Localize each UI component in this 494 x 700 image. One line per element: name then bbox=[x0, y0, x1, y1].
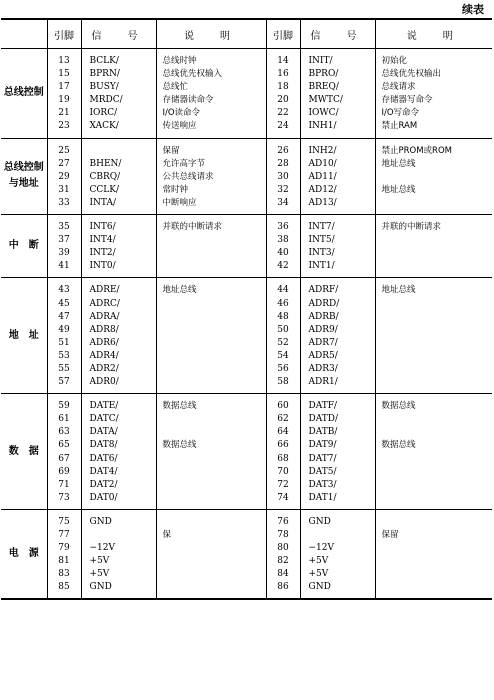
signal-right: ADR9/ bbox=[308, 324, 338, 335]
description-left bbox=[157, 568, 266, 581]
signal-left: DAT2/ bbox=[89, 479, 118, 490]
signal-right bbox=[301, 529, 375, 542]
pin-number-left: 31 bbox=[58, 184, 70, 195]
signal-right: DATD/ bbox=[308, 414, 338, 425]
group-row bbox=[1, 138, 492, 214]
description-left bbox=[157, 376, 266, 389]
signal-left: DAT0/ bbox=[89, 492, 118, 503]
pin-number-left: 45 bbox=[58, 298, 70, 309]
pin-number-left: 59 bbox=[58, 401, 70, 412]
pin-number-right: 68 bbox=[277, 453, 289, 464]
description-left-column bbox=[156, 215, 266, 278]
pin-number-left: 47 bbox=[58, 311, 70, 322]
group-label-line: 总线控制 bbox=[3, 87, 44, 99]
pin-number-left-column bbox=[47, 138, 81, 214]
group-label bbox=[1, 49, 47, 139]
description-right bbox=[376, 260, 493, 273]
pin-number-left: 51 bbox=[58, 337, 70, 348]
pin-number-left: 55 bbox=[58, 363, 70, 374]
pin-number-right: 46 bbox=[277, 298, 289, 309]
group-row bbox=[1, 509, 492, 599]
description-left bbox=[157, 581, 266, 594]
signal-left: INT0/ bbox=[89, 261, 116, 272]
description-right bbox=[376, 568, 493, 581]
description-right: 地址总线 bbox=[381, 285, 416, 296]
pin-number-right: 50 bbox=[277, 324, 289, 335]
pin-number-left: 49 bbox=[58, 324, 70, 335]
signal-left: DAT8/ bbox=[89, 440, 118, 451]
pin-number-right: 56 bbox=[277, 363, 289, 374]
description-right bbox=[376, 337, 493, 350]
pin-number-right: 26 bbox=[277, 145, 289, 156]
pin-number-right: 62 bbox=[277, 414, 289, 425]
pin-number-right: 76 bbox=[277, 516, 289, 527]
signal-left: CBRQ/ bbox=[89, 171, 121, 182]
signal-left: DAT4/ bbox=[89, 466, 118, 477]
pin-number-right: 52 bbox=[277, 337, 289, 348]
pin-number-left: 19 bbox=[58, 95, 70, 106]
pin-number-right: 30 bbox=[277, 171, 289, 182]
pin-number-left: 85 bbox=[58, 582, 70, 593]
signal-right-column bbox=[300, 509, 375, 599]
pin-number-right: 20 bbox=[277, 95, 289, 106]
group-label bbox=[1, 278, 47, 394]
group-label bbox=[1, 138, 47, 214]
description-right bbox=[376, 171, 493, 184]
description-left bbox=[157, 324, 266, 337]
signal-left: INT6/ bbox=[89, 222, 116, 233]
pin-number-right: 38 bbox=[277, 235, 289, 246]
pin-number-right: 84 bbox=[277, 569, 289, 580]
group-label bbox=[1, 215, 47, 278]
signal-left: −12V bbox=[89, 543, 115, 554]
description-right: 地址总线 bbox=[381, 184, 416, 195]
pin-number-right: 36 bbox=[277, 222, 289, 233]
pin-number-left-column bbox=[47, 49, 81, 139]
signal-left: ADRE/ bbox=[89, 285, 120, 296]
signal-left: ADR4/ bbox=[89, 350, 119, 361]
description-right bbox=[376, 555, 493, 568]
signal-left: +5V bbox=[89, 556, 110, 567]
description-left: 总线优先权输入 bbox=[162, 69, 223, 80]
pin-number-right: 58 bbox=[277, 377, 289, 388]
description-left bbox=[157, 542, 266, 555]
description-left bbox=[157, 298, 266, 311]
pin-number-right: 14 bbox=[277, 56, 289, 66]
pin-number-right: 66 bbox=[277, 440, 289, 451]
description-left bbox=[157, 492, 266, 505]
signal-right: INIT/ bbox=[308, 56, 333, 66]
pin-number-right: 28 bbox=[277, 158, 289, 169]
description-left bbox=[157, 466, 266, 479]
pin-number-right: 16 bbox=[277, 69, 289, 80]
description-left: 总线时钟 bbox=[162, 56, 197, 66]
description-right bbox=[376, 466, 493, 479]
pin-number-right: 72 bbox=[277, 479, 289, 490]
signal-left bbox=[82, 529, 156, 542]
signal-left: DATA/ bbox=[89, 427, 118, 438]
pin-number-left: 33 bbox=[58, 197, 70, 208]
description-left: 保 bbox=[162, 530, 172, 540]
pin-number-left: 25 bbox=[58, 145, 70, 156]
group-row bbox=[1, 394, 492, 510]
pin-number-right: 54 bbox=[277, 350, 289, 361]
description-right: 禁止PROM或ROM bbox=[381, 145, 452, 156]
signal-left: ADR2/ bbox=[89, 363, 119, 374]
pin-number-right: 40 bbox=[277, 248, 289, 259]
signal-right: −12V bbox=[308, 543, 334, 554]
signal-left: ADR8/ bbox=[89, 324, 119, 335]
signal-left: BUSY/ bbox=[89, 82, 119, 93]
description-right: 数据总线 bbox=[381, 440, 416, 451]
description-right bbox=[376, 479, 493, 492]
description-left bbox=[157, 350, 266, 363]
pin-number-right: 18 bbox=[277, 82, 289, 93]
pin-number-right: 70 bbox=[277, 466, 289, 477]
pin-number-right: 22 bbox=[277, 108, 289, 119]
description-left bbox=[157, 453, 266, 466]
description-right bbox=[376, 247, 493, 260]
description-left: 公共总线请求 bbox=[162, 171, 214, 182]
signal-right-column bbox=[300, 278, 375, 394]
description-left: 中断响应 bbox=[162, 197, 197, 208]
pin-number-left: 27 bbox=[58, 158, 70, 169]
signal-right: AD11/ bbox=[308, 171, 337, 182]
pin-number-right: 78 bbox=[277, 530, 289, 540]
pin-number-right: 24 bbox=[277, 121, 289, 132]
description-left-column bbox=[156, 138, 266, 214]
signal-right: AD13/ bbox=[308, 197, 337, 208]
pin-number-left: 79 bbox=[58, 543, 70, 554]
pin-number-left: 73 bbox=[58, 492, 70, 503]
pin-number-right-column bbox=[266, 278, 300, 394]
signal-right: AD10/ bbox=[308, 158, 337, 169]
signal-right: ADR7/ bbox=[308, 337, 338, 348]
pin-number-right: 32 bbox=[277, 184, 289, 195]
pin-number-left: 81 bbox=[58, 556, 70, 567]
signal-right: ADR3/ bbox=[308, 363, 338, 374]
description-left: 常时钟 bbox=[162, 184, 189, 195]
group-label-line: 总线控制 bbox=[3, 162, 44, 174]
pin-number-left: 13 bbox=[58, 56, 70, 66]
signal-right: AD12/ bbox=[308, 184, 337, 195]
description-right bbox=[376, 350, 493, 363]
signal-left-column bbox=[81, 138, 156, 214]
pin-number-left-column bbox=[47, 278, 81, 394]
signal-right: DAT9/ bbox=[308, 440, 337, 451]
description-left: 总线忙 bbox=[162, 82, 189, 93]
signal-left: BCLK/ bbox=[89, 56, 119, 66]
pin-number-right: 60 bbox=[277, 401, 289, 412]
description-right: 保留 bbox=[381, 530, 399, 540]
description-right-column bbox=[375, 49, 492, 139]
signal-right: ADRB/ bbox=[308, 311, 339, 322]
pin-number-right: 86 bbox=[277, 582, 289, 593]
pin-number-left: 37 bbox=[58, 235, 70, 246]
description-right-column bbox=[375, 215, 492, 278]
header-pin-left: 引脚 bbox=[47, 19, 81, 49]
signal-right: MWTC/ bbox=[308, 95, 343, 106]
signal-right-column bbox=[300, 394, 375, 510]
description-right bbox=[376, 376, 493, 389]
signal-right-column bbox=[300, 215, 375, 278]
signal-right: INT5/ bbox=[308, 235, 335, 246]
pin-number-left-column bbox=[47, 394, 81, 510]
pin-number-right: 74 bbox=[277, 492, 289, 503]
pin-number-left: 65 bbox=[58, 440, 70, 451]
pin-number-left: 29 bbox=[58, 171, 70, 182]
description-right: 总线优先权输出 bbox=[381, 69, 442, 80]
description-left bbox=[157, 555, 266, 568]
group-label-line: 中 断 bbox=[8, 240, 39, 252]
description-right: 地址总线 bbox=[381, 158, 416, 169]
group-row bbox=[1, 215, 492, 278]
description-right bbox=[376, 363, 493, 376]
signal-right: ADRD/ bbox=[308, 298, 340, 309]
description-left: I/O读命令 bbox=[162, 108, 201, 119]
description-left bbox=[157, 413, 266, 426]
signal-right: DATB/ bbox=[308, 427, 338, 438]
pin-number-left: 67 bbox=[58, 453, 70, 464]
pin-number-right-column bbox=[266, 215, 300, 278]
signal-left: GND bbox=[89, 516, 112, 527]
description-left: 存储器读命令 bbox=[162, 95, 214, 106]
signal-left: XACK/ bbox=[89, 121, 119, 132]
description-left bbox=[157, 479, 266, 492]
signal-right: BPRO/ bbox=[308, 69, 339, 80]
signal-right: DAT1/ bbox=[308, 492, 337, 503]
description-right: I/O写命令 bbox=[381, 108, 420, 119]
description-left bbox=[157, 311, 266, 324]
description-right: 并联的中断请求 bbox=[381, 222, 442, 233]
description-right bbox=[376, 234, 493, 247]
description-left-column bbox=[156, 278, 266, 394]
pin-number-right: 64 bbox=[277, 427, 289, 438]
description-right: 总线请求 bbox=[381, 82, 416, 93]
description-right: 初始化 bbox=[381, 56, 408, 66]
description-left: 传送响应 bbox=[162, 121, 197, 132]
description-left: 允许高字节 bbox=[162, 158, 206, 169]
pin-number-right: 42 bbox=[277, 261, 289, 272]
header-signal-left: 信 号 bbox=[81, 19, 156, 49]
signal-left: BHEN/ bbox=[89, 158, 122, 169]
description-left: 数据总线 bbox=[162, 440, 197, 451]
pin-number-right: 34 bbox=[277, 197, 289, 208]
pin-number-left: 21 bbox=[58, 108, 70, 119]
description-right bbox=[376, 298, 493, 311]
pin-number-left: 35 bbox=[58, 222, 70, 233]
signal-left-column bbox=[81, 278, 156, 394]
pin-number-right: 80 bbox=[277, 543, 289, 554]
description-left bbox=[157, 363, 266, 376]
signal-right: DAT7/ bbox=[308, 453, 337, 464]
pin-number-left: 57 bbox=[58, 377, 70, 388]
signal-left: CCLK/ bbox=[89, 184, 120, 195]
signal-right: ADR5/ bbox=[308, 350, 338, 361]
description-left: 数据总线 bbox=[162, 401, 197, 412]
pin-number-left: 53 bbox=[58, 350, 70, 361]
pin-number-left: 15 bbox=[58, 69, 70, 80]
description-right bbox=[376, 516, 493, 529]
signal-right: BREQ/ bbox=[308, 82, 339, 93]
pin-number-right-column bbox=[266, 138, 300, 214]
group-label bbox=[1, 394, 47, 510]
description-left: 保留 bbox=[162, 145, 180, 156]
signal-left: ADR6/ bbox=[89, 337, 119, 348]
pin-number-left: 23 bbox=[58, 121, 70, 132]
pin-number-right: 82 bbox=[277, 556, 289, 567]
header-pin-right: 引脚 bbox=[266, 19, 300, 49]
pin-number-left: 75 bbox=[58, 516, 70, 527]
signal-left: +5V bbox=[89, 569, 110, 580]
signal-left: ADRC/ bbox=[89, 298, 120, 309]
pin-number-right-column bbox=[266, 49, 300, 139]
signal-left-column bbox=[81, 394, 156, 510]
signal-right: DAT5/ bbox=[308, 466, 337, 477]
pin-number-left: 39 bbox=[58, 248, 70, 259]
pin-number-right-column bbox=[266, 509, 300, 599]
pin-number-left: 83 bbox=[58, 569, 70, 580]
description-right bbox=[376, 197, 493, 210]
signal-right: +5V bbox=[308, 569, 329, 580]
header-desc-left: 说 明 bbox=[156, 19, 266, 49]
pin-number-left: 17 bbox=[58, 82, 70, 93]
signal-left: DAT6/ bbox=[89, 453, 118, 464]
group-label-line: 电 源 bbox=[8, 548, 39, 560]
signal-left: DATC/ bbox=[89, 414, 119, 425]
group-label-line: 与地址 bbox=[8, 178, 39, 190]
pin-number-left: 43 bbox=[58, 285, 70, 296]
group-label-line: 地 址 bbox=[8, 329, 39, 341]
description-left: 地址总线 bbox=[162, 285, 197, 296]
pin-number-left: 41 bbox=[58, 261, 70, 272]
signal-left: INTA/ bbox=[89, 197, 116, 208]
description-left bbox=[157, 516, 266, 529]
description-right bbox=[376, 311, 493, 324]
description-right bbox=[376, 453, 493, 466]
pin-number-left-column bbox=[47, 509, 81, 599]
signal-left: GND bbox=[89, 582, 112, 593]
signal-right: INT7/ bbox=[308, 222, 335, 233]
description-left: 并联的中断请求 bbox=[162, 222, 223, 233]
pin-number-left: 61 bbox=[58, 414, 70, 425]
description-right-column bbox=[375, 394, 492, 510]
description-right-column bbox=[375, 138, 492, 214]
description-right: 数据总线 bbox=[381, 401, 416, 412]
pin-number-right-column bbox=[266, 394, 300, 510]
pin-number-left: 69 bbox=[58, 466, 70, 477]
description-right bbox=[376, 542, 493, 555]
description-right bbox=[376, 324, 493, 337]
signal-right: INH2/ bbox=[308, 145, 337, 156]
signal-right: DAT3/ bbox=[308, 479, 337, 490]
pin-number-left: 71 bbox=[58, 479, 70, 490]
signal-left: ADRA/ bbox=[89, 311, 120, 322]
continued-table-title: 续表 bbox=[462, 3, 484, 16]
pin-number-left-column bbox=[47, 215, 81, 278]
pin-number-left: 77 bbox=[58, 530, 70, 540]
description-left-column bbox=[156, 394, 266, 510]
description-right: 存储器写命令 bbox=[381, 95, 433, 106]
header-signal-right: 信 号 bbox=[300, 19, 375, 49]
signal-right: INT3/ bbox=[308, 248, 335, 259]
pin-table bbox=[1, 18, 492, 600]
description-right bbox=[376, 426, 493, 439]
description-right-column bbox=[375, 278, 492, 394]
signal-left: INT4/ bbox=[89, 235, 116, 246]
description-right bbox=[376, 581, 493, 594]
header-desc-right: 说 明 bbox=[375, 19, 492, 49]
description-left bbox=[157, 260, 266, 273]
signal-left bbox=[82, 145, 156, 158]
table-header-row bbox=[1, 19, 492, 49]
signal-left-column bbox=[81, 509, 156, 599]
signal-right: DATF/ bbox=[308, 401, 338, 412]
signal-right: ADR1/ bbox=[308, 377, 338, 388]
description-left bbox=[157, 247, 266, 260]
group-row bbox=[1, 278, 492, 394]
signal-left: IORC/ bbox=[89, 108, 118, 119]
signal-right: GND bbox=[308, 582, 331, 593]
group-label bbox=[1, 509, 47, 599]
signal-left: ADR0/ bbox=[89, 377, 119, 388]
signal-left: INT2/ bbox=[89, 248, 116, 259]
signal-right: INH1/ bbox=[308, 121, 337, 132]
header-group bbox=[1, 19, 47, 49]
pin-number-right: 44 bbox=[277, 285, 289, 296]
description-right bbox=[376, 492, 493, 505]
signal-right-column bbox=[300, 49, 375, 139]
signal-right: +5V bbox=[308, 556, 329, 567]
signal-right: GND bbox=[308, 516, 331, 527]
group-row bbox=[1, 49, 492, 139]
signal-left: BPRN/ bbox=[89, 69, 120, 80]
signal-left-column bbox=[81, 215, 156, 278]
signal-left: MRDC/ bbox=[89, 95, 123, 106]
signal-right: ADRF/ bbox=[308, 285, 339, 296]
description-right: 禁止RAM bbox=[381, 121, 418, 132]
description-left bbox=[157, 426, 266, 439]
description-right-column bbox=[375, 509, 492, 599]
description-left bbox=[157, 337, 266, 350]
signal-left-column bbox=[81, 49, 156, 139]
signal-right: IOWC/ bbox=[308, 108, 339, 119]
description-left bbox=[157, 234, 266, 247]
pin-number-left: 63 bbox=[58, 427, 70, 438]
description-right bbox=[376, 413, 493, 426]
signal-left: DATE/ bbox=[89, 401, 119, 412]
signal-right-column bbox=[300, 138, 375, 214]
description-left-column bbox=[156, 49, 266, 139]
pin-number-right: 48 bbox=[277, 311, 289, 322]
description-left-column bbox=[156, 509, 266, 599]
signal-right: INT1/ bbox=[308, 261, 335, 272]
group-label-line: 数 据 bbox=[8, 445, 39, 457]
